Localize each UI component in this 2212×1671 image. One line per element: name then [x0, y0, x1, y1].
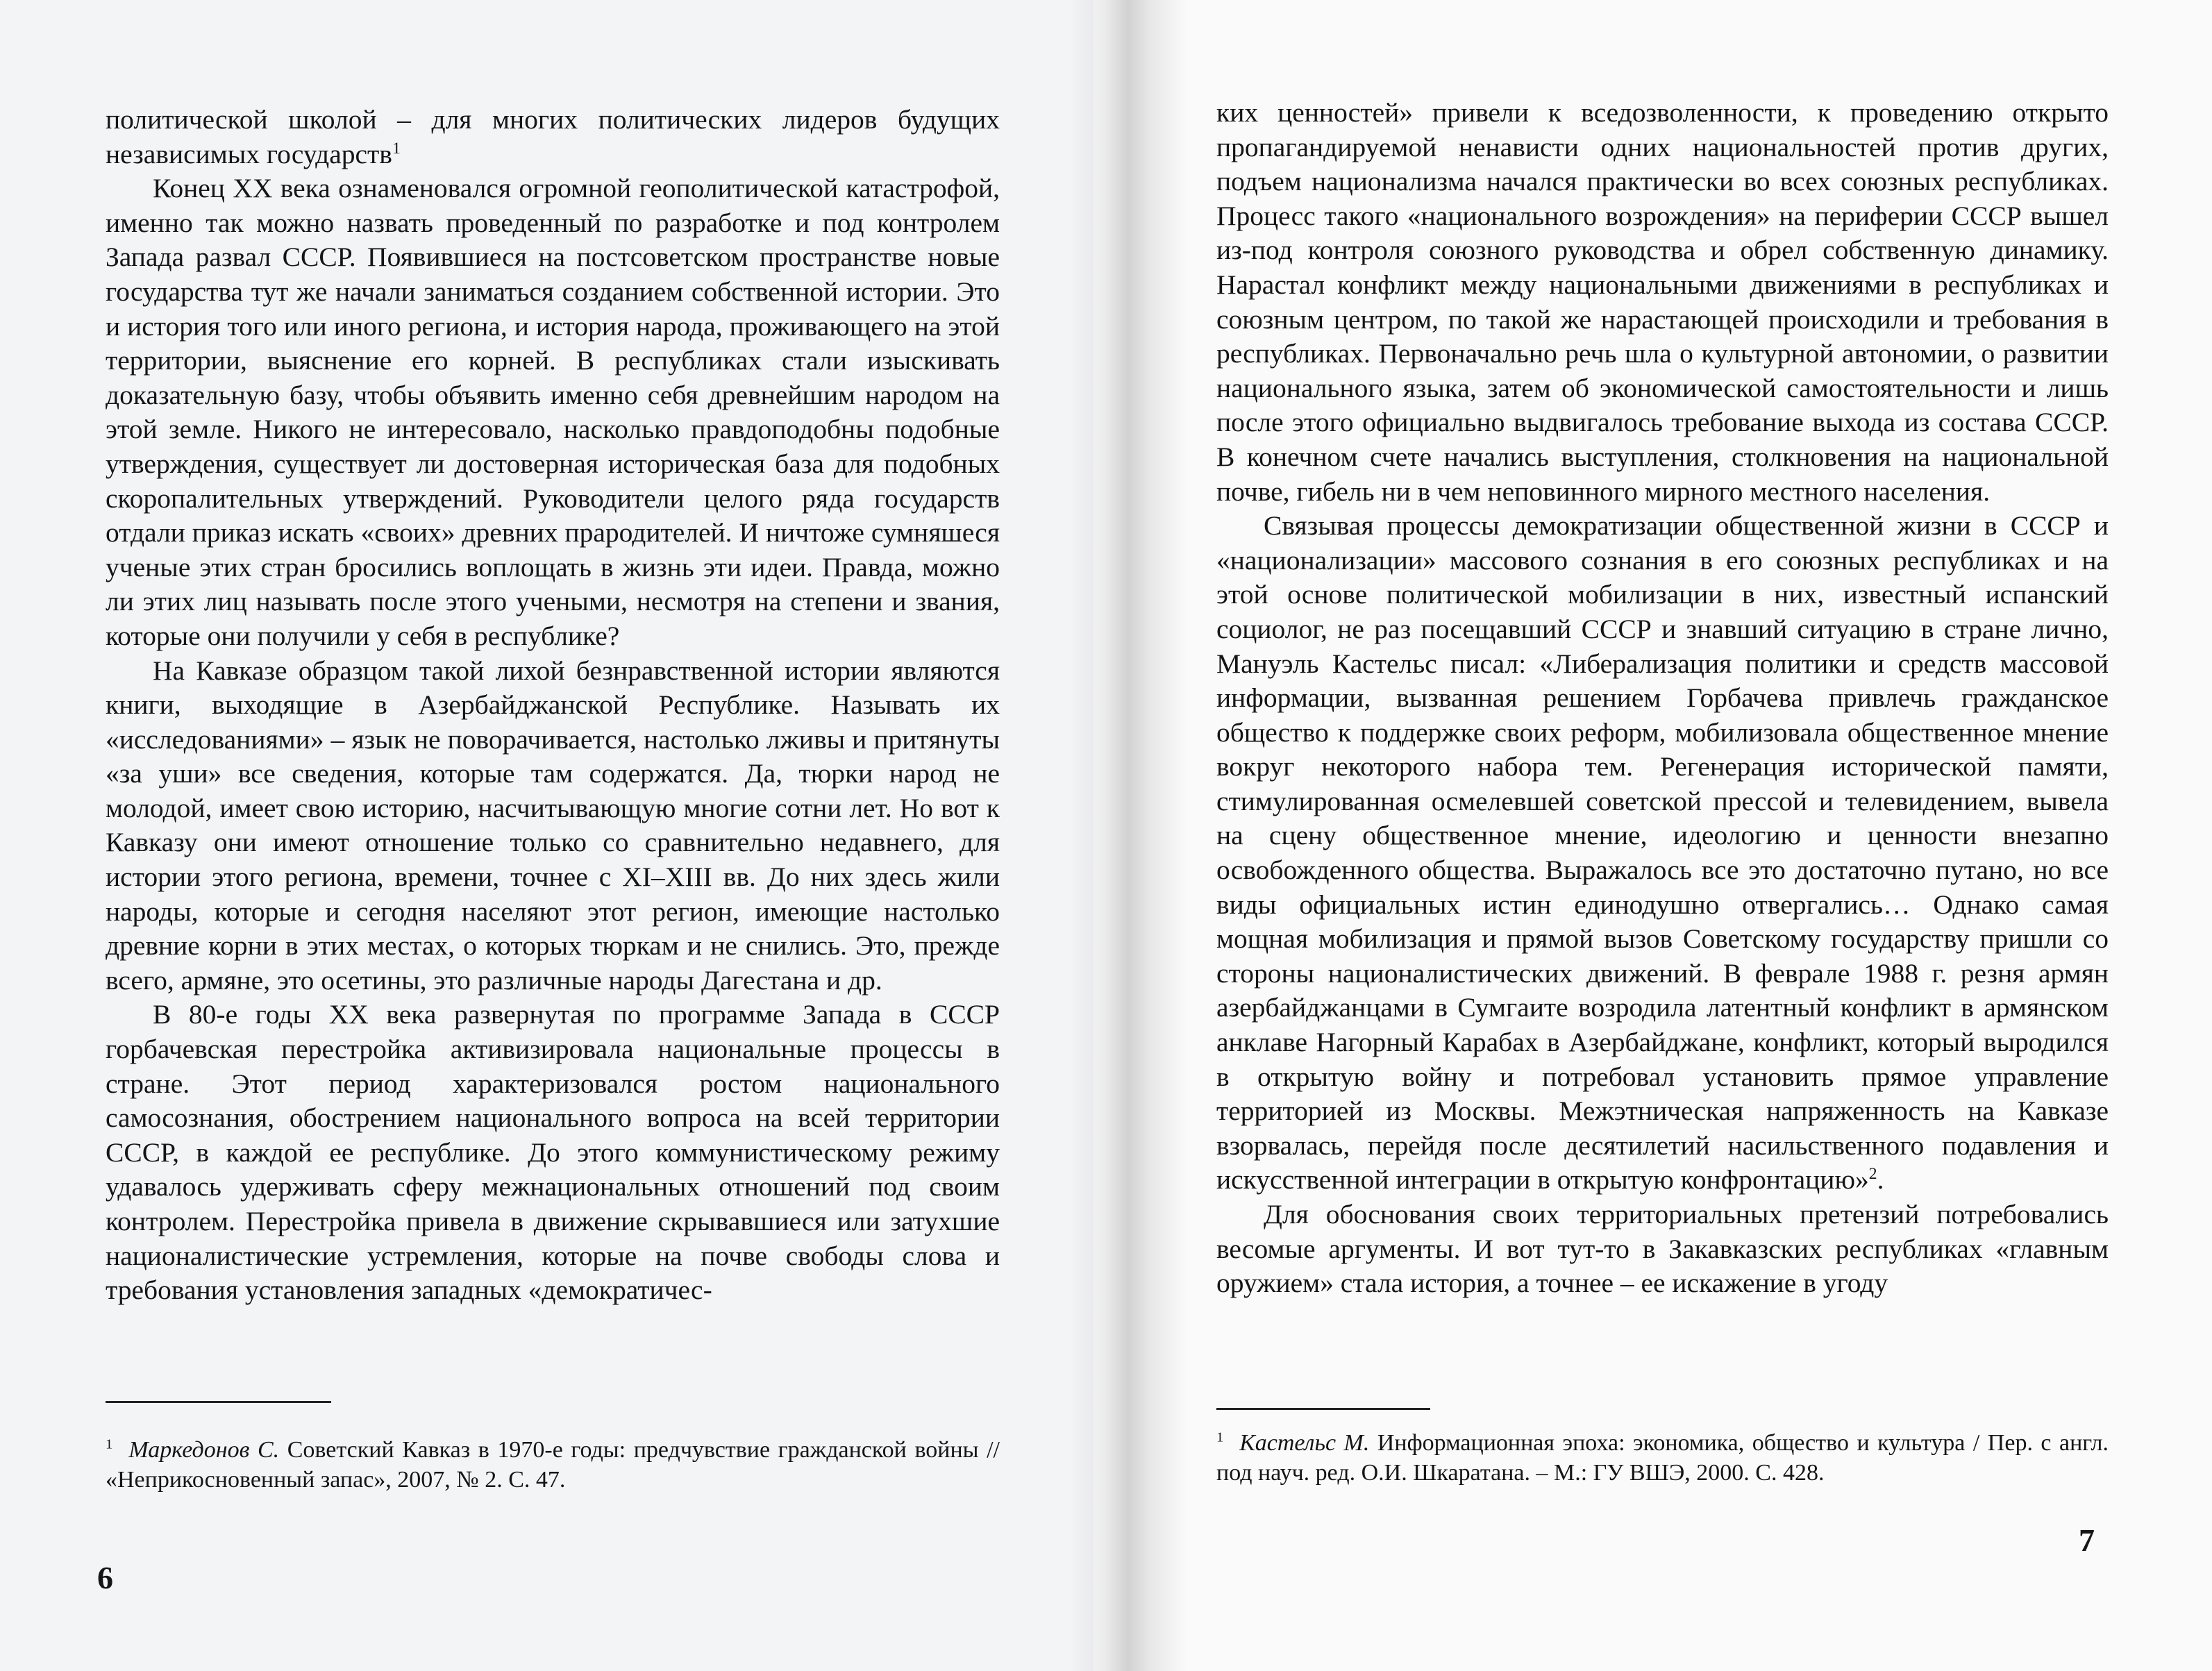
paragraph: Конец XX века ознаменовался огромной геополитической катастрофой, именно так можно назвать проведенный по разработке и под контролем Запада развал СССР. Появившиеся на постсоветском пространстве новые государства тут же начали заниматься созданием собственной истории. Это и история того или иного региона, и история народа, проживающего на этой территории, выяснение его корней. В республиках стали изыскивать доказательную базу, чтобы объявить именно себя древнейшим народом на этой земле. Никого не интересовало, насколько правдоподобны подобные утверждения, существует ли достоверная историческая база для подобных скоропалительных утверждений. Руководители целого ряда государств отдали приказ искать «своих» древних прародителей. И ничтоже сумняшеся ученые этих стран бросились воплощать в жизнь эти идеи. Правда, можно ли этих лиц называть после этого учеными, несмотря на степени и звания, которые они получили у себя в республике?: [106, 173, 1000, 651]
footnote-author: Маркедонов С.: [128, 1437, 280, 1463]
left-page-body: [106, 103, 1000, 1308]
footnote-marker: 1: [392, 139, 401, 158]
footnote-marker: 2: [1868, 1165, 1877, 1184]
paragraph: Связывая процессы демократизации общественной жизни в СССР и «национализации» массового сознания в его союзных республиках и на этой основе политической мобилизации в них, известный испанский социолог, не раз посещавший СССР и знавший ситуацию в стране лично, Мануэль Кастельс писал: «Либерализация политики и средств массовой информации, вызванная решением Горбачева привлечь гражданское общество к поддержке своих реформ, мобилизовала общественное мнение вокруг некоторого набора тем. Регенерация исторической памяти, стимулированная осмелевшей советской прессой и телевидением, вывела на сцену общественное мнение, идеологию и ценности внезапно освобожденного общества. Выражалось все это достаточно путано, но все виды официальных истин единодушно отвергались… Однако самая мощная мобилизация и прямой вызов Советскому государству пришли со стороны националистических движений. В феврале 1988 г. резня армян азербайджанцами в Сумгаите возродила латентный конфликт в армянском анклаве Нагорный Карабах в Азербайджане, конфликт, который выродился в открытую войну и потребовал установить прямое управление территорией из Москвы. Межэтническая напряженность на Кавказе взорвалась, перейдя после десятилетий насильственного подавления и искусственной интеграции в открытую конфронтацию»$^2$.: [1216, 510, 2109, 1195]
footnote-divider: [1216, 1408, 1430, 1410]
footnote-divider: [106, 1401, 331, 1403]
footnote: [1216, 1429, 2109, 1488]
right-page-body: [1216, 96, 2109, 1301]
footnote-text: Советский Кавказ в 1970-е годы: предчувствие гражданской войны // «Неприкосновенный запас», 2007, № 2. С. 47.: [106, 1437, 1000, 1493]
paragraph: На Кавказе образцом такой лихой безнравственной истории являются книги, выходящие в Азербайджанской Республике. Называть их «исследованиями» – язык не поворачивается, настолько лживы и притянуты «за уши» все сведения, которые там содержатся. Да, тюрки народ не молодой, имеет свою историю, насчитывающую многие сотни лет. Но вот к Кавказу они имеют отношение только со сравнительно недавнего, для истории этого региона, времени, точнее с XI–XIII вв. До них здесь жили народы, которые и сегодня населяют этот регион, имеющие настолько древние корни в этих местах, о которых тюркам и не снились. Это, прежде всего, армяне, это осетины, это различные народы Дагестана и др.: [106, 655, 1000, 996]
left-page: [0, 0, 1094, 1671]
paragraph: ких ценностей» привели к вседозволенности, к проведению открыто пропагандируемой ненависти одних национальностей против других, подъем национализма начался практически во всех союзных республиках. Процесс такого «национального возрождения» на периферии СССР вышел из-под контроля союзного руководства и обрел собственную динамику. Нарастал конфликт между национальными движениями в республиках и союзным центром, по такой же нарастающей происходили и требования в республиках. Первоначально речь шла о культурной автономии, о развитии национального языка, затем об экономической самостоятельности и лишь после этого официально выдвигалось требование выхода из состава СССР. В конечном счете начались выступления, столкновения на национальной почве, гибель ни в чем неповинного мирного местного населения.: [1216, 97, 2109, 507]
paragraph-text: политической школой – для многих политических лидеров будущих независимых государств: [106, 104, 1000, 169]
footnote-number: 1: [106, 1436, 113, 1452]
book-gutter-shadow: [1069, 0, 1187, 1671]
footnote-text: Информационная эпоха: экономика, общество и культура / Пер. с англ. под науч. ред. О.И. Шкаратана. – М.: ГУ ВШЭ, 2000. С. 428.: [1216, 1430, 2109, 1486]
footnote-author: Кастельс М.: [1239, 1430, 1370, 1456]
paragraph: В 80-е годы XX века развернутая по программе Запада в СССР горбачевская перестройка активизировала национальные процессы в стране. Этот период характеризовался ростом национального самосознания, обострением национального вопроса на всей территории СССР, в каждой ее республике. До этого коммунистическому режиму удавалось удерживать сферу межнациональных отношений под своим контролем. Перестройка привела в движение скрывавшиеся или затухшие националистические устремления, которые на почве свободы слова и требования установления западных «демократичес-: [106, 999, 1000, 1306]
footnote-number: 1: [1216, 1429, 1224, 1445]
paragraph-text: Связывая процессы демократизации общественной жизни в СССР и «национализации» массового сознания в его союзных республиках и на этой основе политической мобилизации в них, известный испанский социолог, не раз посещавший СССР и знавший ситуацию в стране лично, Мануэль Кастельс писал: «Либерализация политики и средств массовой информации, вызванная решением Горбачева привлечь гражданское общество к поддержке своих реформ, мобилизовала общественное мнение вокруг некоторого набора тем. Регенерация исторической памяти, стимулированная осмелевшей советской прессой и телевидением, вывела на сцену общественное мнение, идеологию и ценности внезапно освобожденного общества. Выражалось все это достаточно путано, но все виды официальных истин единодушно отвергались… Однако самая мощная мобилизация и прямой вызов Советскому государству пришли со стороны националистических движений. В феврале 1988 г. резня армян азербайджанцами в Сумгаите возродила латентный конфликт в армянском анклаве Нагорный Карабах в Азербайджане, конфликт, который выродился в открытую войну и потребовал установить прямое управление территорией из Москвы. Межэтническая напряженность на Кавказе взорвалась, перейдя после десятилетий насильственного подавления и искусственной интеграции в открытую конфронтацию»: [1216, 510, 2109, 1195]
footnote: [106, 1436, 1000, 1495]
paragraph: Для обоснования своих территориальных претензий потребовались весомые аргументы. И вот тут-то в Закавказских республиках «главным оружием» стала история, а точнее – ее искажение в угоду: [1216, 1199, 2109, 1299]
paragraph: [106, 103, 1000, 171]
page-number: 6: [97, 1560, 113, 1595]
page-number: 7: [2079, 1522, 2095, 1558]
